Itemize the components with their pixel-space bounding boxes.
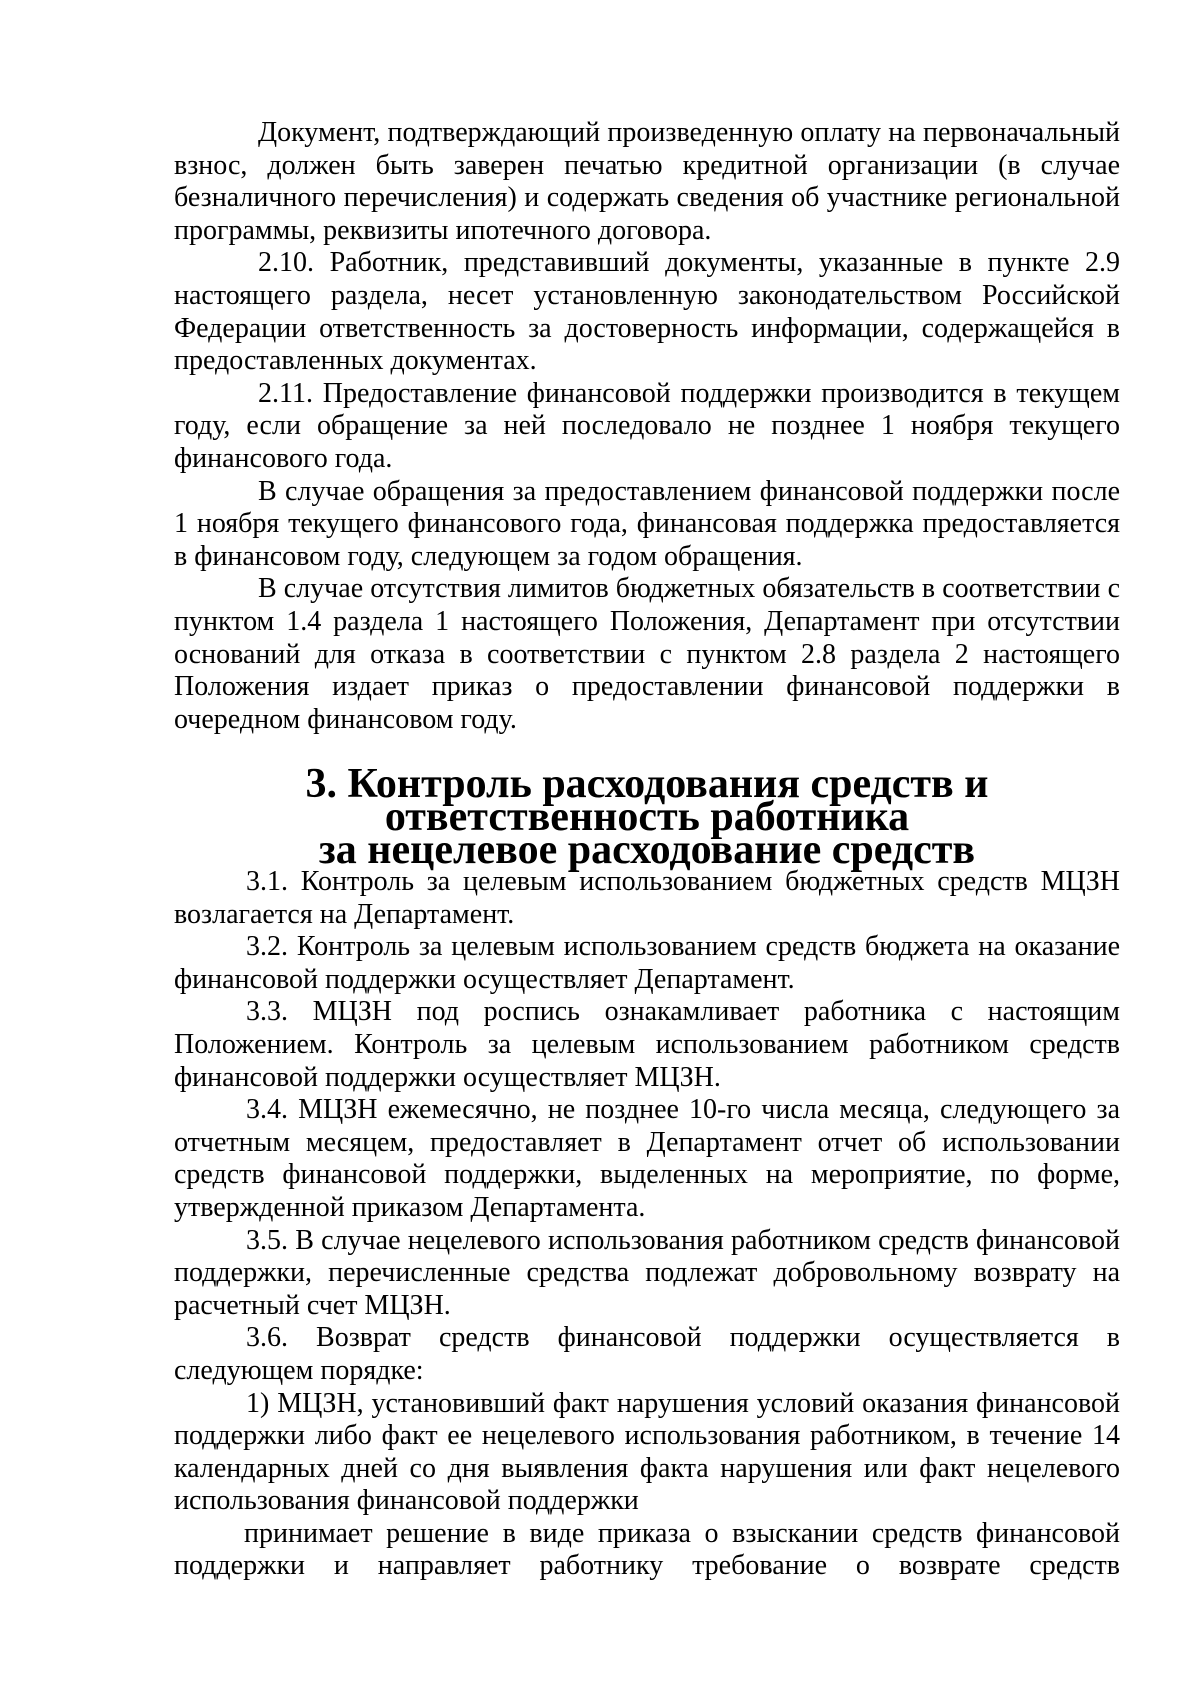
section-3-text bbox=[174, 866, 1120, 1583]
paragraph-3-1: 3.1. Контроль за целевым использованием бюджетных средств МЦЗН возлагается на Департамент. bbox=[174, 866, 1120, 930]
paragraph-budget-limits: В случае отсутствия лимитов бюджетных обязательств в соответствии с пунктом 1.4 раздела 1 настоящего Положения, Департамент при отсутствии оснований для отказа в соответствии с пунктом 2.8 раздела 2 настоящего Положения издает приказ о предоставлении финансовой поддержки в очередном финансовом году. bbox=[174, 573, 1120, 735]
paragraph-3-6: 3.6. Возврат средств финансовой поддержки осуществляется в следующем порядке: bbox=[174, 1322, 1120, 1386]
section-3-heading bbox=[174, 761, 1120, 873]
paragraph-after-november: В случае обращения за предоставлением финансовой поддержки после 1 ноября текущего финансового года, финансовая поддержка предоставляется в финансовом году, следующем за годом обращения. bbox=[174, 475, 1120, 572]
paragraph-3-3: 3.3. МЦЗН под роспись ознакамливает работника с настоящим Положением. Контроль за целевым использованием работником средств финансовой поддержки осуществляет МЦЗН. bbox=[174, 996, 1120, 1093]
section-2-text bbox=[174, 117, 1120, 736]
paragraph-2-10: 2.10. Работник, представивший документы, указанные в пункте 2.9 настоящего раздела, несет установленную законодательством Российской Федерации ответственность за достоверность информации, содержащейся в предоставленных документах. bbox=[174, 247, 1120, 377]
paragraph-payment-document: Документ, подтверждающий произведенную оплату на первоначальный взнос, должен быть заверен печатью кредитной организации (в случае безналичного перечисления) и содержать сведения об участнике региональной программы, реквизиты ипотечного договора. bbox=[174, 117, 1120, 246]
paragraph-3-5: 3.5. В случае нецелевого использования работником средств финансовой поддержки, перечисленные средства подлежат добровольному возврату на расчетный счет МЦЗН. bbox=[174, 1224, 1120, 1321]
section-3-heading-line-1: 3. Контроль расходования средств и ответственность работника bbox=[305, 761, 989, 840]
paragraph-3-6-item-1: 1) МЦЗН, установивший факт нарушения условий оказания финансовой поддержки либо факт ее нецелевого использования работником, в течение 14 календарных дней со дня выявления факта нарушения или факт нецелевого использования финансовой поддержки bbox=[174, 1387, 1120, 1517]
paragraph-2-11: 2.11. Предоставление финансовой поддержки производится в текущем году, если обращение за ней последовало не позднее 1 ноября текущего финансового года. bbox=[174, 377, 1120, 474]
paragraph-recovery-decision: принимает решение в виде приказа о взыскании средств финансовой поддержки и направляет работнику требование о возврате средств bbox=[174, 1517, 1120, 1582]
section-3-heading-line-2: за нецелевое расходование средств bbox=[318, 827, 976, 873]
paragraph-3-4: 3.4. МЦЗН ежемесячно, не позднее 10-го числа месяца, следующего за отчетным месяцем, предоставляет в Департамент отчет об использовании средств финансовой поддержки, выделенных на мероприятие, по форме, утвержденной приказом Департамента. bbox=[174, 1094, 1120, 1223]
paragraph-3-2: 3.2. Контроль за целевым использованием средств бюджета на оказание финансовой поддержки осуществляет Департамент. bbox=[174, 931, 1120, 995]
